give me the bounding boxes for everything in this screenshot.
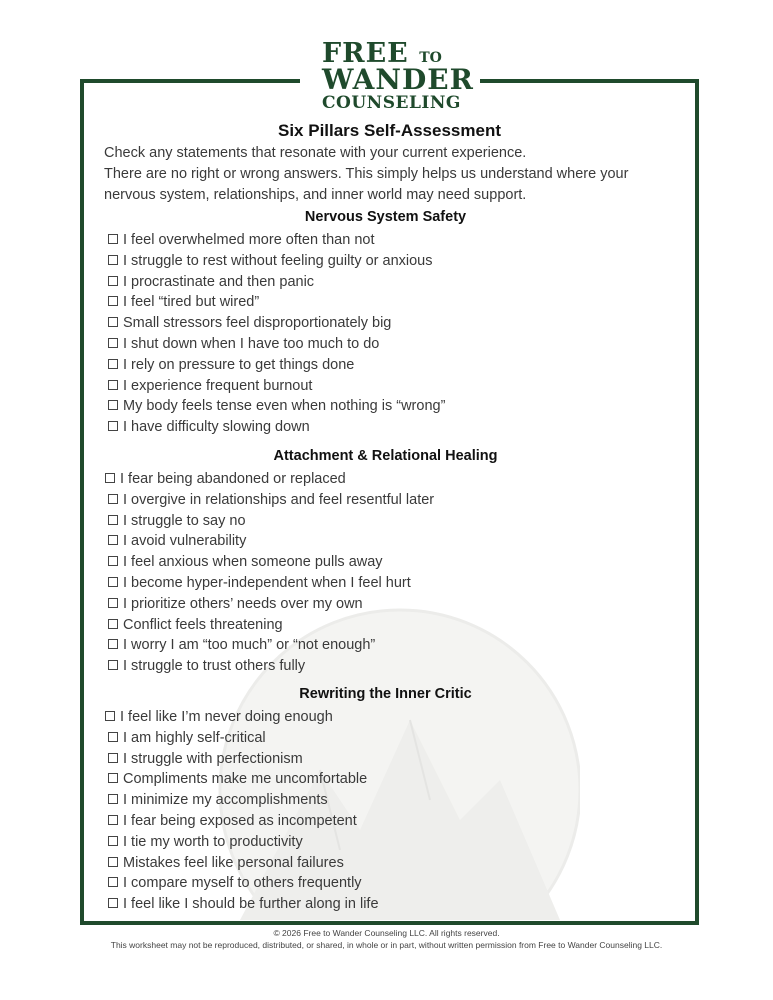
checklist-item <box>108 313 391 334</box>
checklist-item-label: I have difficulty slowing down <box>123 419 310 436</box>
checklist-item-label: I overgive in relationships and feel resentful later <box>123 491 435 508</box>
checklist-item-label: I tie my worth to productivity <box>123 833 303 850</box>
checkbox[interactable] <box>108 515 118 525</box>
checkbox[interactable] <box>108 400 118 410</box>
checklist-item-label: I fear being abandoned or replaced <box>120 471 346 487</box>
checklist-item <box>108 573 411 594</box>
checklist-item <box>108 334 379 355</box>
checkbox[interactable] <box>108 535 118 545</box>
logo-line3: COUNSELING <box>322 93 461 113</box>
page-title: Six Pillars Self-Assessment <box>277 121 501 140</box>
brand-logo <box>300 36 480 116</box>
checklist-item <box>108 749 303 770</box>
checklist-item-label: I rely on pressure to get things done <box>123 356 355 373</box>
checkbox[interactable] <box>105 473 115 483</box>
checklist-item-label: I feel like I should be further along in life <box>123 896 379 913</box>
checkbox[interactable] <box>108 732 118 742</box>
checkbox[interactable] <box>108 317 118 327</box>
intro-line: There are no right or wrong answers. This simply helps us understand where your <box>104 166 629 182</box>
checklist-item <box>108 531 246 552</box>
checkbox[interactable] <box>108 359 118 369</box>
checklist-item <box>108 272 314 293</box>
checkbox[interactable] <box>108 639 118 649</box>
checklist-item <box>108 873 362 894</box>
checklist-item-label: Small stressors feel disproportionately big <box>123 315 392 332</box>
checklist-item-label: I feel “tired but wired” <box>123 294 260 311</box>
checkbox[interactable] <box>108 577 118 587</box>
checklist-item-label: I experience frequent burnout <box>123 377 313 394</box>
checklist-item-label: I compare myself to others frequently <box>123 875 362 892</box>
checklist-item <box>108 251 433 272</box>
checkbox[interactable] <box>108 836 118 846</box>
checklist-item-label: I avoid vulnerability <box>123 533 247 550</box>
checklist-item-label: I am highly self-critical <box>123 729 266 746</box>
checklist-item-label: I prioritize others’ needs over my own <box>123 595 363 612</box>
checklist-item <box>105 707 333 728</box>
checkbox[interactable] <box>108 857 118 867</box>
checklist-item <box>108 594 363 615</box>
section-title: Attachment & Relational Healing <box>273 448 498 464</box>
checklist-item-label: I feel like I’m never doing enough <box>120 709 333 725</box>
checklist-item <box>108 769 367 790</box>
checkbox[interactable] <box>108 556 118 566</box>
checklist-item-label: I struggle with perfectionism <box>123 750 303 767</box>
checklist-item <box>108 832 303 853</box>
checkbox[interactable] <box>105 711 115 721</box>
checklist-item-label: I minimize my accomplishments <box>123 792 328 809</box>
checklist-item-label: I fear being exposed as incompetent <box>123 813 357 829</box>
checkbox[interactable] <box>108 255 118 265</box>
section-title: Rewriting the Inner Critic <box>299 686 472 702</box>
checklist-item <box>108 635 375 656</box>
checklist-item-label: I procrastinate and then panic <box>123 273 315 290</box>
checklist-item-label: Mistakes feel like personal failures <box>123 854 344 871</box>
checklist-item <box>108 511 246 532</box>
checklist-item <box>108 615 283 636</box>
checklist-item <box>108 230 374 251</box>
checkbox[interactable] <box>108 234 118 244</box>
intro-text <box>104 143 684 206</box>
checkbox[interactable] <box>108 380 118 390</box>
checkbox[interactable] <box>108 898 118 908</box>
checklist-item-label: I struggle to rest without feeling guilty or anxious <box>123 252 433 269</box>
footer-notice: This worksheet may not be reproduced, distributed, or shared, in whole or in part, without written permission from Free to Wander Counseling LLC. <box>110 940 663 950</box>
footer-copyright: © 2026 Free to Wander Counseling LLC. All rights reserved. <box>273 928 500 938</box>
checkbox[interactable] <box>108 660 118 670</box>
checklist-item-label: I worry I am “too much” or “not enough” <box>123 637 376 654</box>
checklist-item-label: I become hyper-independent when I feel hurt <box>123 575 411 591</box>
checklist-item-label: Compliments make me uncomfortable <box>123 771 368 788</box>
checkbox[interactable] <box>108 421 118 431</box>
checkbox[interactable] <box>108 276 118 286</box>
checklist-item-label: I struggle to say no <box>123 512 246 529</box>
checklist-item-label: I struggle to trust others fully <box>123 658 306 675</box>
intro-line: Check any statements that resonate with your current experience. <box>104 145 527 161</box>
checklist-item-label: I feel overwhelmed more often than not <box>123 232 375 248</box>
checklist-item-label: I feel anxious when someone pulls away <box>123 554 383 571</box>
checkbox[interactable] <box>108 494 118 504</box>
checklist-item-label: I shut down when I have too much to do <box>123 336 380 352</box>
logo-line1: FREE TO <box>322 38 442 69</box>
checkbox[interactable] <box>108 338 118 348</box>
checkbox[interactable] <box>108 794 118 804</box>
checklist-item-label: My body feels tense even when nothing is “wrong” <box>123 398 446 415</box>
checkbox[interactable] <box>108 773 118 783</box>
checkbox[interactable] <box>108 753 118 763</box>
checklist-item <box>105 469 346 490</box>
checklist-item <box>108 894 379 915</box>
checklist-item <box>108 728 266 749</box>
section-title: Nervous System Safety <box>304 209 467 225</box>
checkbox[interactable] <box>108 296 118 306</box>
checklist-item <box>108 790 328 811</box>
checklist-item-label: Conflict feels threatening <box>123 616 283 633</box>
checklist-item <box>108 490 434 511</box>
checklist-item <box>108 811 357 832</box>
checklist-item <box>108 656 305 677</box>
checkbox[interactable] <box>108 619 118 629</box>
checklist-item <box>108 376 312 397</box>
checkbox[interactable] <box>108 598 118 608</box>
checklist-item <box>108 552 383 573</box>
checkbox[interactable] <box>108 815 118 825</box>
checkbox[interactable] <box>108 877 118 887</box>
checklist-item <box>108 292 259 313</box>
checklist-item <box>108 853 344 874</box>
checklist-item <box>108 396 445 417</box>
intro-line: nervous system, relationships, and inner world may need support. <box>104 187 527 203</box>
checklist-item <box>108 355 354 376</box>
logo-line2: WANDER <box>322 63 474 96</box>
checklist-item <box>108 417 310 438</box>
